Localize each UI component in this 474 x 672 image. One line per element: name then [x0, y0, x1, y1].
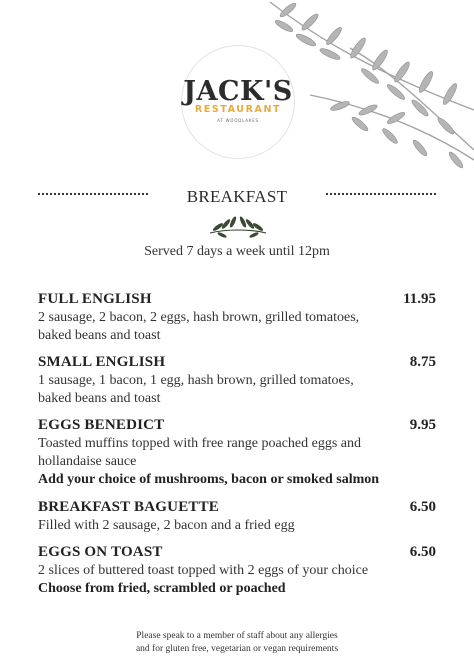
menu-item-small-english	[38, 353, 436, 408]
menu-item-eggs-on-toast	[38, 543, 436, 598]
item-description: Filled with 2 sausage, 2 bacon and a fried egg	[38, 518, 295, 533]
restaurant-logo	[181, 45, 295, 159]
item-description: Toasted muffins topped with free range poached eggs and hollandaise sauce	[38, 436, 361, 469]
item-price: 11.95	[403, 291, 436, 307]
logo-subtitle: RESTAURANT	[194, 104, 282, 115]
logo-name: JACK'S	[183, 76, 293, 107]
laurel-sprig-icon	[206, 207, 270, 239]
logo-tagline: AT WOODLAKES	[217, 118, 259, 123]
menu-item-eggs-benedict	[38, 416, 436, 489]
item-price: 9.95	[409, 417, 436, 433]
allergy-notice-line-1: Please speak to a member of staff about any allergies	[136, 631, 338, 641]
item-name: FULL ENGLISH	[38, 291, 152, 307]
item-name: SMALL ENGLISH	[38, 354, 166, 370]
served-hours-text: Served 7 days a week until 12pm	[144, 244, 330, 259]
menu-item-full-english	[38, 290, 436, 345]
item-description: 1 sausage, 1 bacon, 1 egg, hash brown, grilled tomatoes, baked beans and toast	[38, 373, 354, 406]
item-note: Choose from fried, scrambled or poached	[38, 581, 286, 596]
item-price: 8.75	[409, 354, 436, 370]
item-price: 6.50	[409, 544, 436, 560]
item-price: 6.50	[409, 499, 436, 515]
item-name: BREAKFAST BAGUETTE	[38, 499, 220, 515]
item-description: 2 slices of buttered toast topped with 2 eggs of your choice	[38, 563, 369, 578]
menu-item-breakfast-baguette	[38, 498, 436, 535]
section-title: BREAKFAST	[186, 187, 288, 206]
item-name: EGGS BENEDICT	[38, 417, 165, 433]
allergy-notice-line-2: and for gluten free, vegetarian or vegan requirements	[135, 644, 339, 654]
item-description: 2 sausage, 2 bacon, 2 eggs, hash brown, grilled tomatoes, baked beans and toast	[38, 310, 360, 343]
item-note: Add your choice of mushrooms, bacon or smoked salmon	[38, 472, 380, 487]
allergy-notice	[0, 630, 474, 656]
item-name: EGGS ON TOAST	[38, 544, 163, 560]
